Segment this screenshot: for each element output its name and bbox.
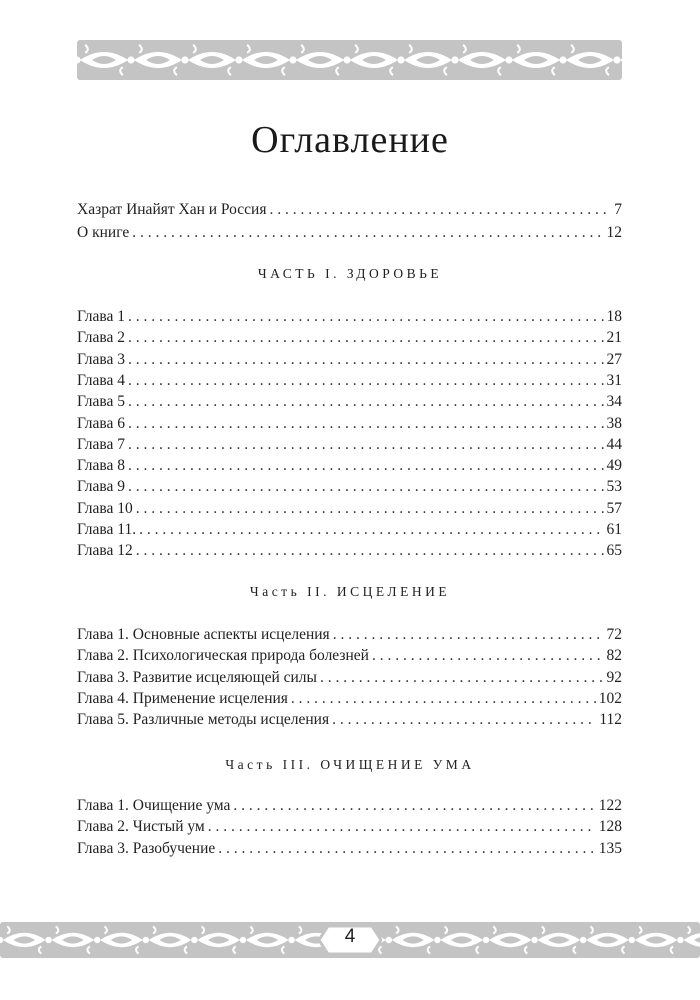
toc-entry-page: 72 <box>606 626 622 643</box>
dot-leader <box>218 840 595 858</box>
dot-leader <box>128 308 603 326</box>
toc-entry[interactable] <box>77 840 622 860</box>
toc-entry-page: 92 <box>606 668 622 686</box>
toc-entry-title: Глава 5. Различные методы исцеления <box>77 711 330 729</box>
toc-entry-page: 7 <box>614 201 622 218</box>
toc-entry[interactable] <box>77 647 622 667</box>
dot-leader <box>128 415 603 433</box>
part-heading: Часть III. ОЧИЩЕНИЕ УМА <box>225 757 475 772</box>
toc-entry-title: Глава 9 <box>77 478 126 496</box>
toc-entry-page: 135 <box>598 839 622 857</box>
dot-leader <box>291 690 596 708</box>
toc-entry[interactable] <box>77 669 622 689</box>
toc-entry-title: Глава 2. Психологическая природа болезней <box>77 647 369 665</box>
toc-entry-title: Глава 4. Применение исцеления <box>77 689 288 707</box>
toc-entry-title: Глава 1. Основные аспекты исцеления <box>77 626 330 643</box>
toc-entry[interactable] <box>77 626 622 646</box>
toc-entry-title: Глава 11. <box>77 521 137 538</box>
toc-entry-page: 53 <box>606 478 622 496</box>
toc-entry-page: 82 <box>606 647 622 665</box>
toc-entry[interactable] <box>77 500 622 520</box>
toc-entry-page: 34 <box>606 393 622 411</box>
dot-leader <box>128 478 603 496</box>
toc-entry-page: 57 <box>606 499 622 517</box>
toc-entry[interactable] <box>77 690 622 710</box>
dot-leader <box>136 500 604 518</box>
toc-entry-page: 27 <box>606 350 622 368</box>
toc-entry[interactable] <box>77 224 622 244</box>
dot-leader <box>136 542 604 560</box>
toc-entry-page: 65 <box>606 542 622 560</box>
toc-entry-title: О книге <box>77 224 130 241</box>
toc-entry[interactable] <box>77 372 622 392</box>
toc-entry-title: Глава 1 <box>77 308 126 325</box>
toc-entry-title: Глава 3. Разобучение <box>77 839 216 857</box>
toc-entry-title: Глава 6 <box>77 414 126 432</box>
dot-leader <box>128 436 603 454</box>
dot-leader <box>320 669 604 687</box>
dot-leader <box>128 372 603 390</box>
page-title: Оглавление <box>251 119 449 161</box>
toc-entry-page: 44 <box>606 435 622 453</box>
toc-entry-title: Глава 1. Очищение ума <box>77 797 231 814</box>
dot-leader <box>372 647 604 665</box>
dot-leader <box>269 201 611 219</box>
toc-entry-page: 122 <box>598 797 622 814</box>
toc-entry-page: 21 <box>606 329 622 347</box>
toc-entry-page: 38 <box>606 414 622 432</box>
toc-entry-title: Хазрат Инайят Хан и Россия <box>77 201 267 218</box>
dot-leader <box>128 457 603 475</box>
toc-entry[interactable] <box>77 457 622 477</box>
dot-leader <box>139 521 603 539</box>
toc-entry[interactable] <box>77 542 622 562</box>
dot-leader <box>128 351 603 369</box>
dot-leader <box>208 818 596 836</box>
toc-entry-page: 12 <box>606 224 622 241</box>
toc-entry[interactable] <box>77 201 622 221</box>
toc-entry-page: 49 <box>606 457 622 475</box>
toc-entry[interactable] <box>77 711 622 731</box>
toc-entry-title: Глава 10 <box>77 499 133 517</box>
toc-entry[interactable] <box>77 818 622 838</box>
toc-entry[interactable] <box>77 393 622 413</box>
toc-entry-title: Глава 3 <box>77 350 126 368</box>
toc-entry-title: Глава 4 <box>77 371 126 389</box>
toc-entry-page: 102 <box>598 689 622 707</box>
toc-entry[interactable] <box>77 797 622 817</box>
dot-leader <box>132 224 603 242</box>
toc-entry-title: Глава 3. Развитие исцеляющей силы <box>77 668 317 686</box>
toc-entry-page: 128 <box>598 818 622 836</box>
dot-leader <box>233 797 595 815</box>
toc-entry-title: Глава 8 <box>77 457 126 475</box>
part-heading: ЧАСТЬ I. ЗДОРОВЬЕ <box>257 266 443 281</box>
toc-entry-title: Глава 2. Чистый ум <box>77 818 205 836</box>
toc-entry-title: Глава 2 <box>77 329 126 347</box>
toc-entry[interactable] <box>77 415 622 435</box>
toc-entry[interactable] <box>77 308 622 328</box>
dot-leader <box>128 329 603 347</box>
page-number: 4 <box>344 926 356 947</box>
toc-entry[interactable] <box>77 351 622 371</box>
toc-entry[interactable] <box>77 521 622 541</box>
toc-entry-title: Глава 7 <box>77 435 126 453</box>
toc-entry-page: 18 <box>606 308 622 325</box>
toc-entry[interactable] <box>77 436 622 456</box>
dot-leader <box>332 711 596 729</box>
toc-entry-page: 31 <box>606 371 622 389</box>
toc-entry-title: Глава 5 <box>77 393 126 411</box>
toc-entry-title: Глава 12 <box>77 542 133 560</box>
toc-entry-page: 61 <box>606 521 622 538</box>
toc-entry[interactable] <box>77 478 622 498</box>
dot-leader <box>333 626 604 644</box>
top-ornament <box>77 40 622 80</box>
part-heading: Часть II. ИСЦЕЛЕНИЕ <box>249 584 451 599</box>
toc-entry[interactable] <box>77 329 622 349</box>
dot-leader <box>128 393 603 411</box>
toc-entry-page: 112 <box>599 711 622 729</box>
